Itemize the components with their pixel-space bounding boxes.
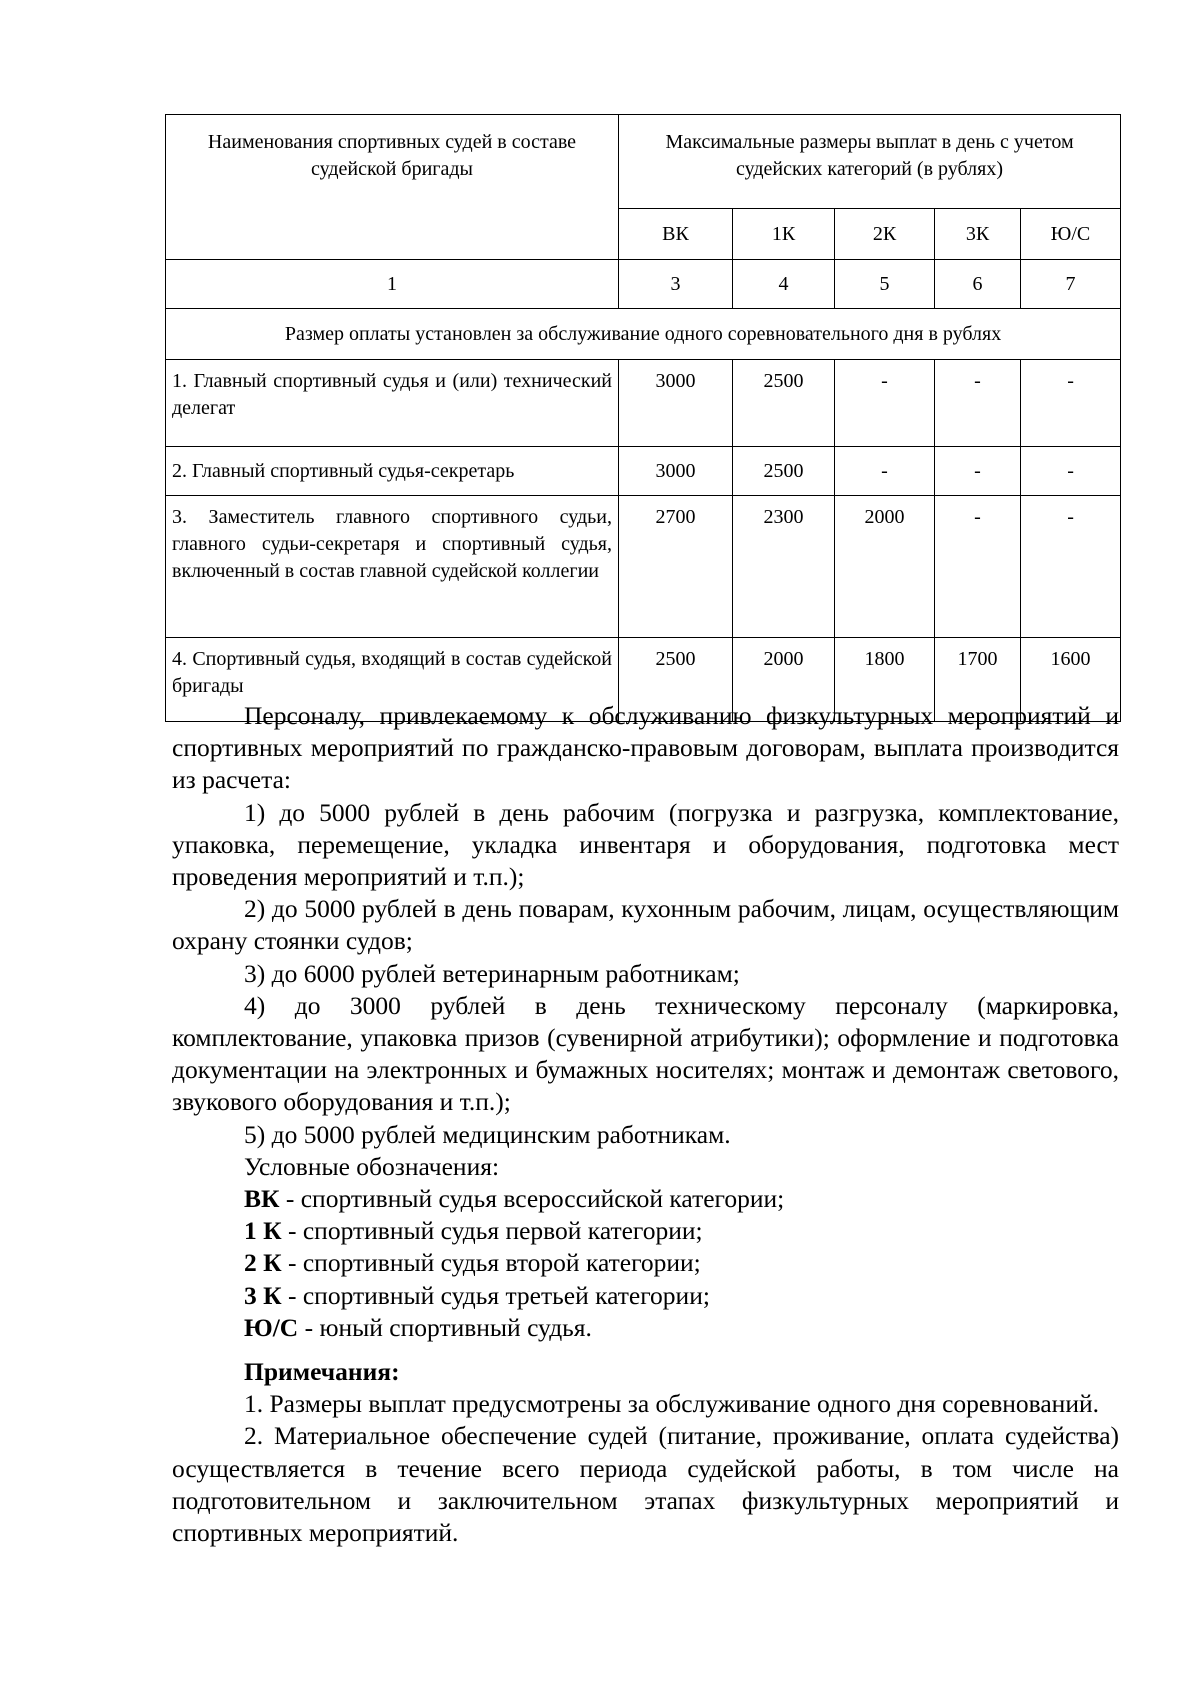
row-value: - (1021, 496, 1121, 638)
row-value: 2500 (619, 638, 733, 722)
row-value: 2500 (733, 360, 835, 447)
legend-desc: - юный спортивный судья. (298, 1312, 592, 1342)
body-text (172, 700, 1119, 1549)
row-value: - (835, 447, 935, 496)
row-judge-name: 1. Главный спортивный судья и (или) технический делегат (166, 360, 619, 447)
legend-desc: - спортивный судья первой категории; (281, 1216, 703, 1246)
column-number: 3 (619, 260, 733, 309)
column-number: 7 (1021, 260, 1121, 309)
header-max-payments: Максимальные размеры выплат в день с учетом судейских категорий (в рублях) (619, 115, 1121, 209)
judges-payment-table (165, 114, 1121, 722)
header-category-1k: 1К (733, 209, 835, 260)
column-number: 1 (166, 260, 619, 309)
legend-desc: - спортивный судья третьей категории; (281, 1280, 710, 1310)
list-item: 2) до 5000 рублей в день поварам, кухонным рабочим, лицам, осуществляющим охрану стоянки судов; (172, 894, 1119, 956)
header-category-us: Ю/С (1021, 209, 1121, 260)
legend-abbr: ВК (244, 1184, 280, 1214)
legend-item-us (172, 1312, 1119, 1344)
row-judge-name: 2. Главный спортивный судья-секретарь (166, 447, 619, 496)
list-item: 1) до 5000 рублей в день рабочим (погрузка и разгрузка, комплектование, упаковка, перемещение, укладка инвентаря и оборудования, подготовка мест проведения мероприятий и т.п.); (172, 797, 1119, 892)
row-value: 2300 (733, 496, 835, 638)
table-span-note: Размер оплаты установлен за обслуживание одного соревновательного дня в рублях (166, 309, 1121, 360)
row-value: 2000 (835, 496, 935, 638)
legend-item-1k (172, 1215, 1119, 1247)
list-item: 4) до 3000 рублей в день техническому персоналу (маркировка, комплектование, упаковка призов (сувенирной атрибутики); оформление и подготовка документации на электронных и бумажных носителях; монтаж и демонтаж светового, звукового оборудования и т.п.); (172, 990, 1119, 1117)
row-value: 2000 (733, 638, 835, 722)
table-row (166, 447, 1121, 496)
row-judge-name: 3. Заместитель главного спортивного судьи, главного судьи-секретаря и спортивный судья, включенный в состав главной судейской коллегии (166, 496, 619, 638)
legend-title: Условные обозначения: (244, 1151, 500, 1181)
column-number: 5 (835, 260, 935, 309)
notes-title: Примечания: (244, 1357, 400, 1387)
list-item: 3) до 6000 рублей ветеринарным работникам; (244, 958, 740, 988)
row-value: 3000 (619, 360, 733, 447)
legend-abbr: 3 К (244, 1280, 282, 1310)
row-value: - (835, 360, 935, 447)
row-value: - (935, 447, 1021, 496)
note-item: 1. Размеры выплат предусмотрены за обслуживание одного дня соревнований. (244, 1389, 1099, 1419)
row-value: - (1021, 360, 1121, 447)
legend-desc: - спортивный судья всероссийской категории; (279, 1184, 785, 1214)
row-value: 3000 (619, 447, 733, 496)
table-row (166, 360, 1121, 447)
legend-abbr: 1 К (244, 1216, 282, 1246)
row-value: 1700 (935, 638, 1021, 722)
row-value: 2500 (733, 447, 835, 496)
list-item: 5) до 5000 рублей медицинским работникам. (244, 1119, 731, 1149)
row-judge-name: 4. Спортивный судья, входящий в состав судейской бригады (166, 638, 619, 722)
legend-abbr: Ю/С (244, 1312, 299, 1342)
note-item: 2. Материальное обеспечение судей (питание, проживание, оплата судейства) осуществляется в течение всего периода судейской работы, в том числе на подготовительном и заключительном этапах физкультурных мероприятий и спортивных мероприятий. (172, 1421, 1119, 1548)
column-number: 4 (733, 260, 835, 309)
row-value: - (935, 360, 1021, 447)
legend-item-3k (172, 1280, 1119, 1312)
header-judge-names: Наименования спортивных судей в составе судейской бригады (166, 115, 619, 260)
header-category-3k: 3К (935, 209, 1021, 260)
legend-item-vk (172, 1183, 1119, 1215)
legend-desc: - спортивный судья второй категории; (281, 1248, 701, 1278)
column-number: 6 (935, 260, 1021, 309)
row-value: - (935, 496, 1021, 638)
row-value: - (1021, 447, 1121, 496)
legend-abbr: 2 К (244, 1248, 282, 1278)
header-category-vk: ВК (619, 209, 733, 260)
row-value: 1800 (835, 638, 935, 722)
intro-paragraph: Персоналу, привлекаемому к обслуживанию физкультурных мероприятий и спортивных мероприятий по гражданско-правовым договорам, выплата производится из расчета: (172, 701, 1119, 795)
row-value: 1600 (1021, 638, 1121, 722)
row-value: 2700 (619, 496, 733, 638)
header-category-2k: 2К (835, 209, 935, 260)
legend-item-2k (172, 1247, 1119, 1279)
table-row (166, 496, 1121, 638)
